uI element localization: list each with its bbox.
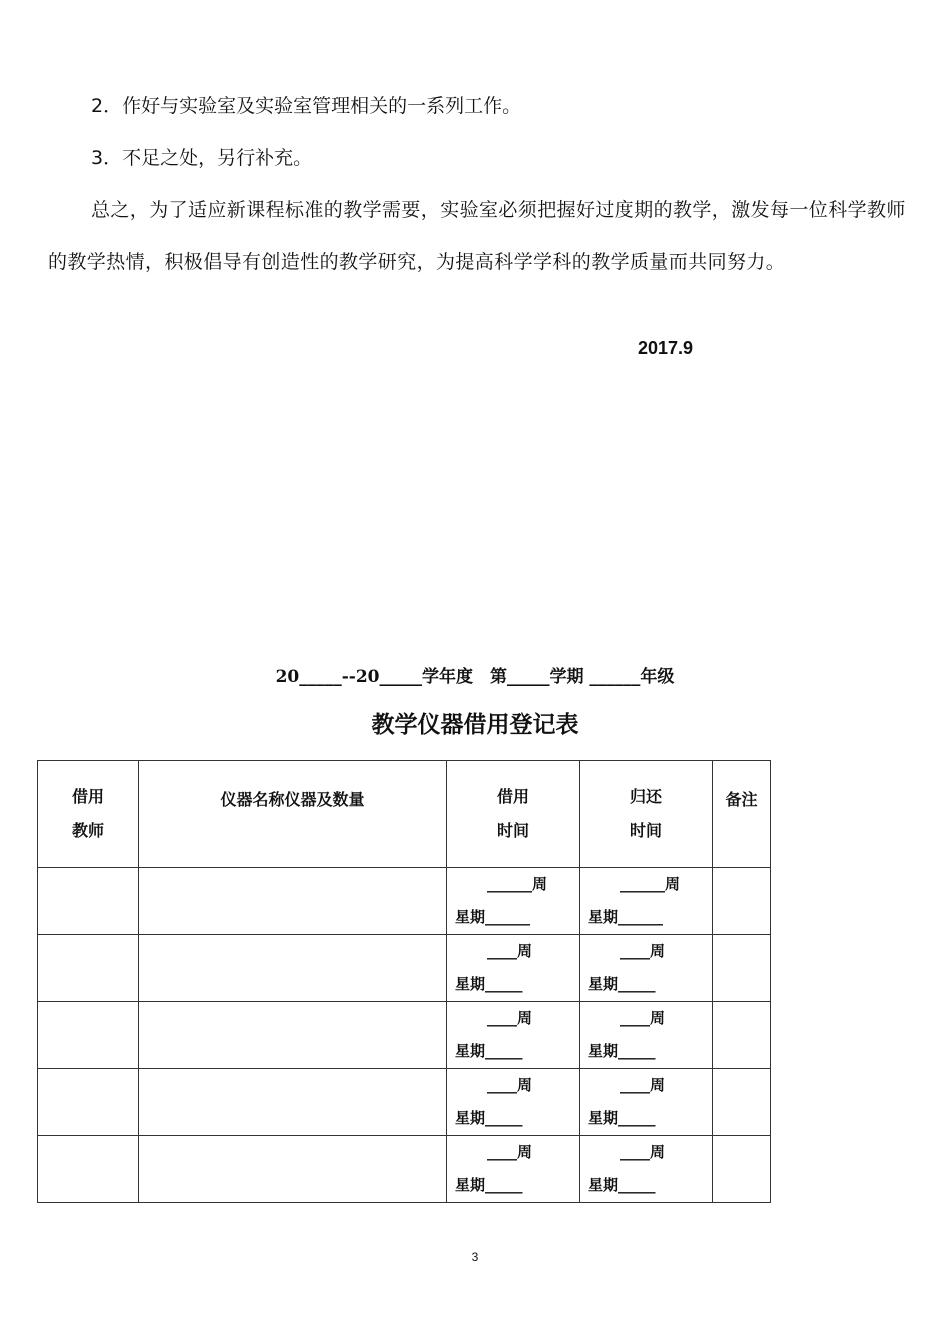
return-day: 星期______ <box>588 908 664 926</box>
teacher-cell[interactable] <box>38 935 139 1002</box>
return-time-cell[interactable] <box>580 1069 713 1136</box>
return-week: ____周 <box>620 1076 666 1094</box>
header-teacher-line1: 借用 <box>71 787 104 806</box>
paragraph-summary: 总之，为了适应新课程标准的教学需要，实验室必须把握好过度期的教学，激发每一位科学教师的教学热情，积极倡导有创造性的教学研究，为提高科学学科的教学质量而共同努力。 <box>48 199 906 273</box>
return-week: ____周 <box>620 942 666 960</box>
instrument-cell[interactable] <box>139 935 447 1002</box>
header-teacher <box>38 761 139 868</box>
instrument-cell[interactable] <box>139 1069 447 1136</box>
borrow-week: ____周 <box>487 1143 533 1161</box>
borrow-day: 星期_____ <box>455 1109 523 1127</box>
header-borrow-line1: 借用 <box>496 787 529 806</box>
borrow-day: 星期_____ <box>455 975 523 993</box>
instrument-cell[interactable] <box>139 1002 447 1069</box>
table-row <box>38 1069 771 1136</box>
borrow-time-cell[interactable] <box>447 1002 580 1069</box>
instrument-cell[interactable] <box>139 1136 447 1203</box>
return-day: 星期_____ <box>588 1109 656 1127</box>
paragraph-item-3: 3．不足之处，另行补充。 <box>91 147 313 169</box>
semester-line: 20_____--20_____学年度 第_____学期 ______年级 <box>275 667 675 687</box>
teacher-cell[interactable] <box>38 1069 139 1136</box>
header-return-time <box>580 761 713 868</box>
remarks-cell[interactable] <box>713 1069 771 1136</box>
return-time-cell[interactable] <box>580 1136 713 1203</box>
header-return-line2: 时间 <box>629 821 662 840</box>
return-time-cell[interactable] <box>580 868 713 935</box>
borrow-week: ____周 <box>487 1076 533 1094</box>
borrow-day: 星期_____ <box>455 1042 523 1060</box>
return-week: ______周 <box>620 875 681 893</box>
return-week: ____周 <box>620 1143 666 1161</box>
table-row <box>38 1002 771 1069</box>
teacher-cell[interactable] <box>38 1136 139 1203</box>
borrow-time-cell[interactable] <box>447 1136 580 1203</box>
form-title: 教学仪器借用登记表 <box>371 712 579 738</box>
table-row <box>38 868 771 935</box>
borrow-register-table <box>37 760 771 1203</box>
remarks-cell[interactable] <box>713 935 771 1002</box>
borrow-day: 星期_____ <box>455 1176 523 1194</box>
paragraph-item-2: 2．作好与实验室及实验室管理相关的一系列工作。 <box>91 95 522 117</box>
borrow-time-cell[interactable] <box>447 1069 580 1136</box>
return-day: 星期_____ <box>588 1176 656 1194</box>
header-instrument: 仪器名称仪器及数量 <box>139 761 447 868</box>
page-number: 3 <box>471 1250 479 1264</box>
borrow-week: ____周 <box>487 942 533 960</box>
remarks-cell[interactable] <box>713 868 771 935</box>
instrument-cell[interactable] <box>139 868 447 935</box>
remarks-cell[interactable] <box>713 1002 771 1069</box>
borrow-week: ______周 <box>487 875 548 893</box>
header-return-line1: 归还 <box>629 787 662 806</box>
teacher-cell[interactable] <box>38 1002 139 1069</box>
header-borrow-line2: 时间 <box>496 821 529 840</box>
borrow-time-cell[interactable] <box>447 868 580 935</box>
return-day: 星期_____ <box>588 975 656 993</box>
header-remarks: 备注 <box>713 761 771 868</box>
borrow-day: 星期______ <box>455 908 531 926</box>
table-row <box>38 935 771 1002</box>
teacher-cell[interactable] <box>38 868 139 935</box>
borrow-time-cell[interactable] <box>447 935 580 1002</box>
return-week: ____周 <box>620 1009 666 1027</box>
return-time-cell[interactable] <box>580 935 713 1002</box>
return-time-cell[interactable] <box>580 1002 713 1069</box>
header-teacher-line2: 教师 <box>71 821 104 840</box>
header-borrow-time <box>447 761 580 868</box>
borrow-week: ____周 <box>487 1009 533 1027</box>
table-row <box>38 1136 771 1203</box>
remarks-cell[interactable] <box>713 1136 771 1203</box>
return-day: 星期_____ <box>588 1042 656 1060</box>
table-header-row <box>38 761 771 868</box>
document-date: 2017.9 <box>638 338 694 358</box>
